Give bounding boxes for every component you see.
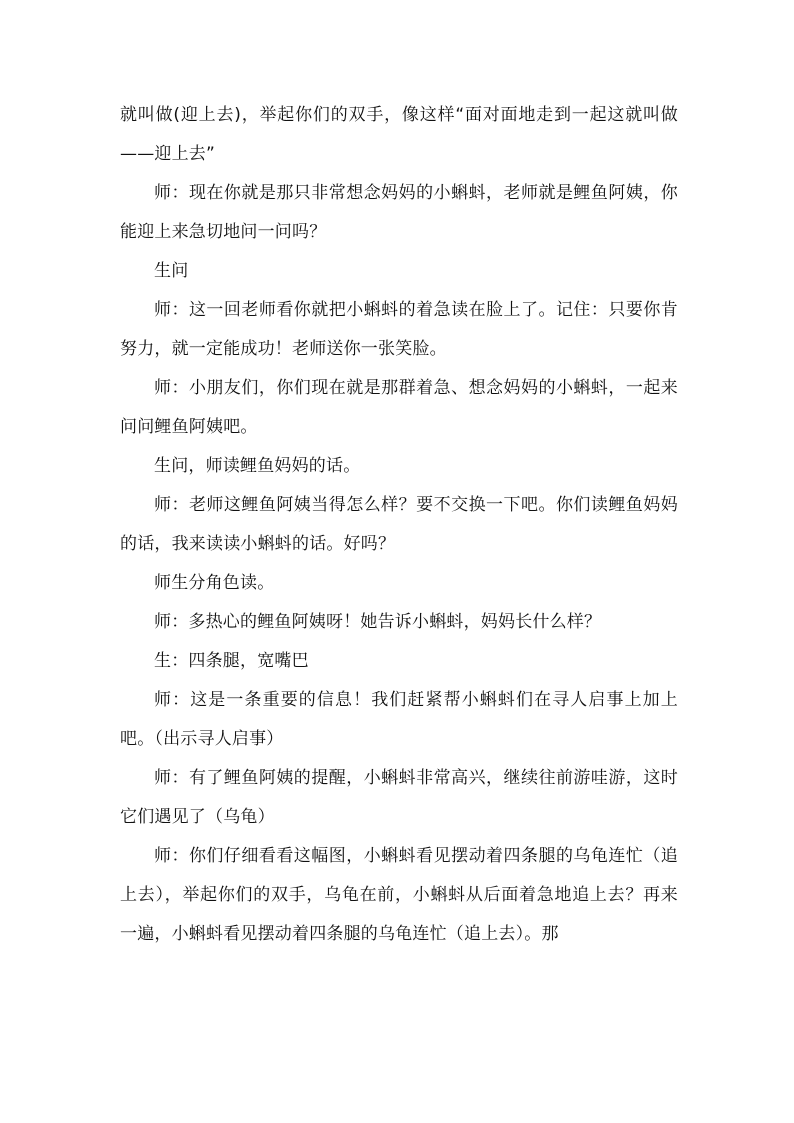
paragraph-10: 生：四条腿，宽嘴巴 [154,651,309,671]
document-body [120,96,678,954]
paragraph-7: 师：老师这鲤鱼阿姨当得怎么样？要不交换一下吧。你们读鲤鱼妈妈的话，我来读读小蝌蚪的话。好吗？ [120,495,678,554]
paragraph-3: 生问 [154,261,189,281]
paragraph-2: 师：现在你就是那只非常想念妈妈的小蝌蚪，老师就是鲤鱼阿姨，你能迎上来急切地问一问吗？ [120,183,678,242]
paragraph-6: 生问，师读鲤鱼妈妈的话。 [154,456,361,476]
paragraph-11: 师：这是一条重要的信息！我们赶紧帮小蝌蚪们在寻人启事上加上吧。（出示寻人启事） [120,690,678,749]
paragraph-8: 师生分角色读。 [154,573,275,593]
paragraph-5: 师：小朋友们，你们现在就是那群着急、想念妈妈的小蝌蚪，一起来问问鲤鱼阿姨吧。 [120,378,678,437]
paragraph-1: 就叫做(迎上去)，举起你们的双手，像这样“面对面地走到一起这就叫做——迎上去” [120,105,678,164]
paragraph-9: 师：多热心的鲤鱼阿姨呀！她告诉小蝌蚪，妈妈长什么样？ [154,612,602,632]
paragraph-12: 师：有了鲤鱼阿姨的提醒，小蝌蚪非常高兴，继续往前游哇游，这时它们遇见了（乌龟） [120,768,678,827]
paragraph-13: 师：你们仔细看看这幅图，小蝌蚪看见摆动着四条腿的乌龟连忙（追上去），举起你们的双手，乌龟在前，小蝌蚪从后面着急地追上去？再来一遍，小蝌蚪看见摆动着四条腿的乌龟连忙（追上去）。那 [120,846,678,944]
paragraph-4: 师：这一回老师看你就把小蝌蚪的着急读在脸上了。记住：只要你肯努力，就一定能成功！老师送你一张笑脸。 [120,300,678,359]
